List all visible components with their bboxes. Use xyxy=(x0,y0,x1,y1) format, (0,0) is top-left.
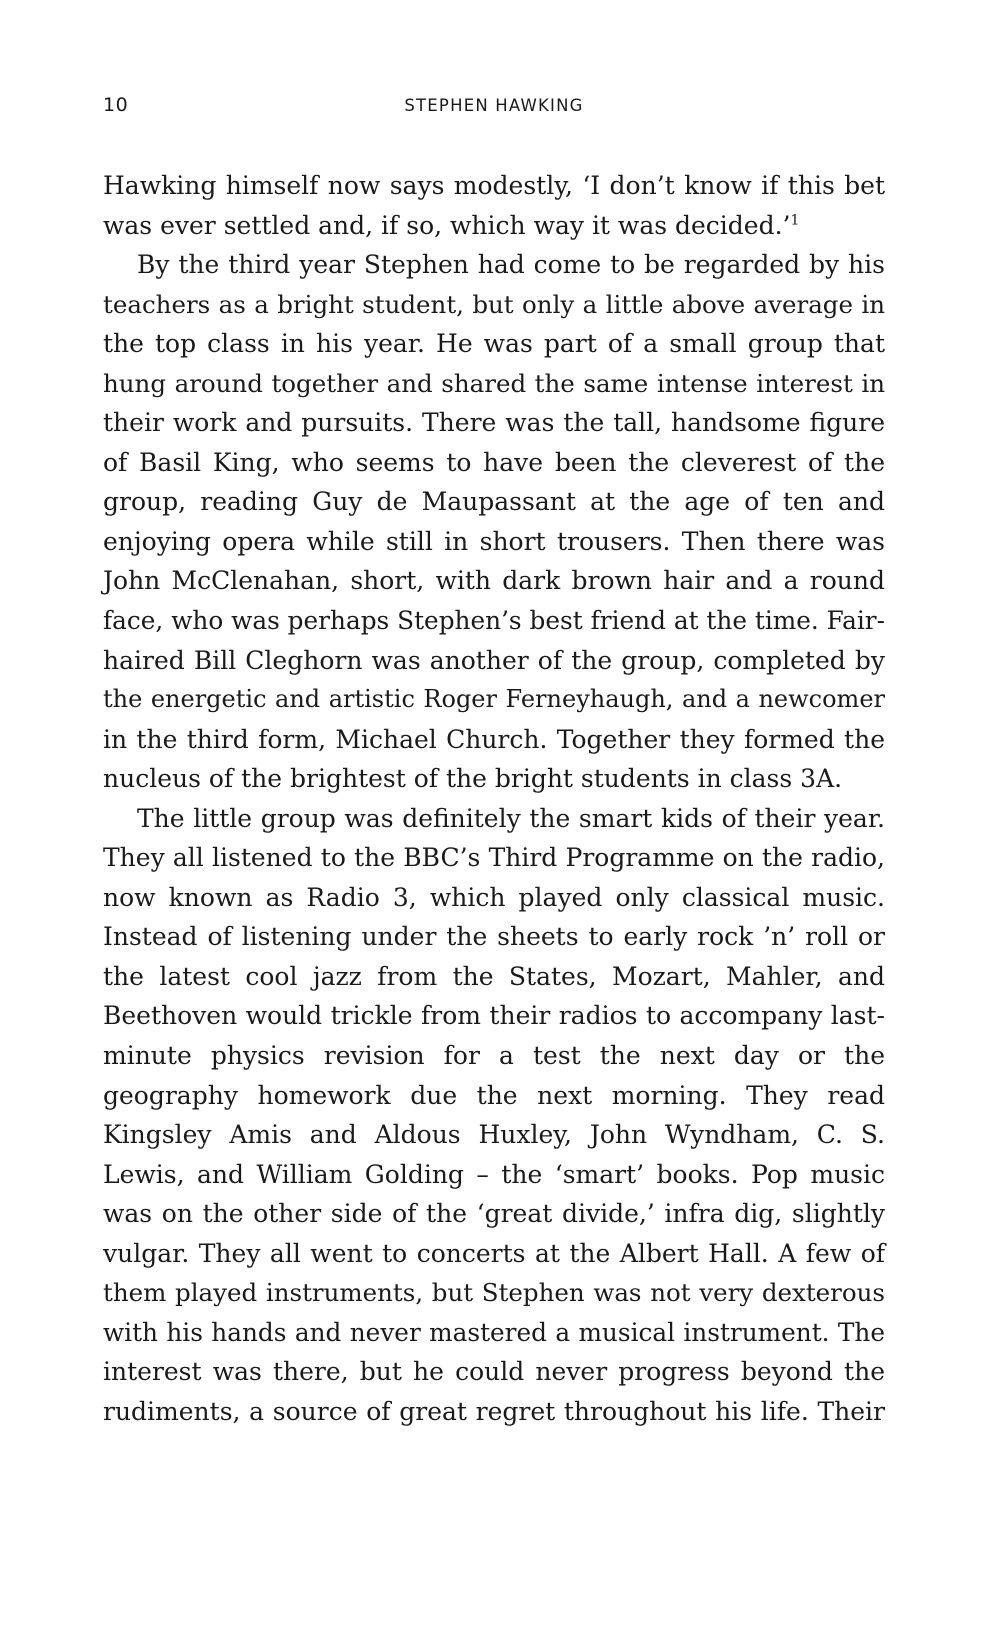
text-line: Kingsley Amis and Aldous Huxley, John Wyndham, C. S. xyxy=(103,1120,885,1150)
text-line: By the third year Stephen had come to be regarded by his xyxy=(137,250,885,280)
text-line: They all listened to the BBC’s Third Programme on the radio, xyxy=(103,843,885,873)
text-line: their work and pursuits. There was the tall, handsome figure xyxy=(103,408,885,438)
paragraph xyxy=(103,245,885,799)
running-head: STEPHEN HAWKING xyxy=(404,96,584,115)
page-number: 10 xyxy=(103,94,129,116)
text-line: the energetic and artistic Roger Ferneyhaugh, and a newcomer xyxy=(103,685,885,714)
text-line: Beethoven would trickle from their radios to accompany last- xyxy=(103,1001,885,1031)
text-line: teachers as a bright student, but only a little above average in xyxy=(103,289,885,319)
text-line: the top class in his year. He was part of a small group that xyxy=(103,329,885,359)
text-line: them played instruments, but Stephen was not very dexterous xyxy=(103,1278,885,1308)
text-line: nucleus of the brightest of the bright students in class 3A. xyxy=(103,764,843,794)
body-text xyxy=(103,166,885,1432)
text-line: interest was there, but he could never progress beyond the xyxy=(103,1357,885,1387)
text-line: haired Bill Cleghorn was another of the group, completed by xyxy=(103,645,885,675)
text-line: now known as Radio 3, which played only classical music. xyxy=(103,882,885,912)
text-line: Lewis, and William Golding – the ‘smart’ books. Pop music xyxy=(103,1159,885,1189)
text-line: was on the other side of the ‘great divide,’ infra dig, slightly xyxy=(103,1199,885,1229)
text-line: Hawking himself now says modestly, ‘I don’t know if this bet xyxy=(103,171,885,200)
text-line: vulgar. They all went to concerts at the Albert Hall. A few of xyxy=(103,1238,885,1268)
text-line: in the third form, Michael Church. Together they formed the xyxy=(103,724,885,754)
text-line: enjoying opera while still in short trousers. Then there was xyxy=(103,526,885,556)
text-line: John McClenahan, short, with dark brown hair and a round xyxy=(103,566,885,596)
paragraph xyxy=(103,799,885,1432)
text-line: group, reading Guy de Maupassant at the age of ten and xyxy=(103,487,885,517)
footnote-mark[interactable]: 1 xyxy=(790,212,800,229)
text-line: of Basil King, who seems to have been the cleverest of the xyxy=(103,447,885,477)
text-line: with his hands and never mastered a musical instrument. The xyxy=(103,1317,885,1347)
paragraph xyxy=(103,166,885,245)
text-line: The little group was definitely the smart kids of their year. xyxy=(137,803,885,833)
text-line: the latest cool jazz from the States, Mozart, Mahler, and xyxy=(103,961,885,991)
page-header xyxy=(103,94,885,124)
text-line: minute physics revision for a test the next day or the xyxy=(103,1041,885,1071)
text-line: hung around together and shared the same intense interest in xyxy=(103,368,885,398)
text-line xyxy=(103,206,885,246)
text-line: rudiments, a source of great regret throughout his life. Their xyxy=(103,1396,885,1426)
text-line: face, who was perhaps Stephen’s best friend at the time. Fair- xyxy=(103,606,885,636)
text-line-content: was ever settled and, if so, which way it was decided.’ xyxy=(103,210,791,240)
text-line: Instead of listening under the sheets to early rock ’n’ roll or xyxy=(103,922,885,952)
text-line: geography homework due the next morning. They read xyxy=(103,1080,885,1110)
